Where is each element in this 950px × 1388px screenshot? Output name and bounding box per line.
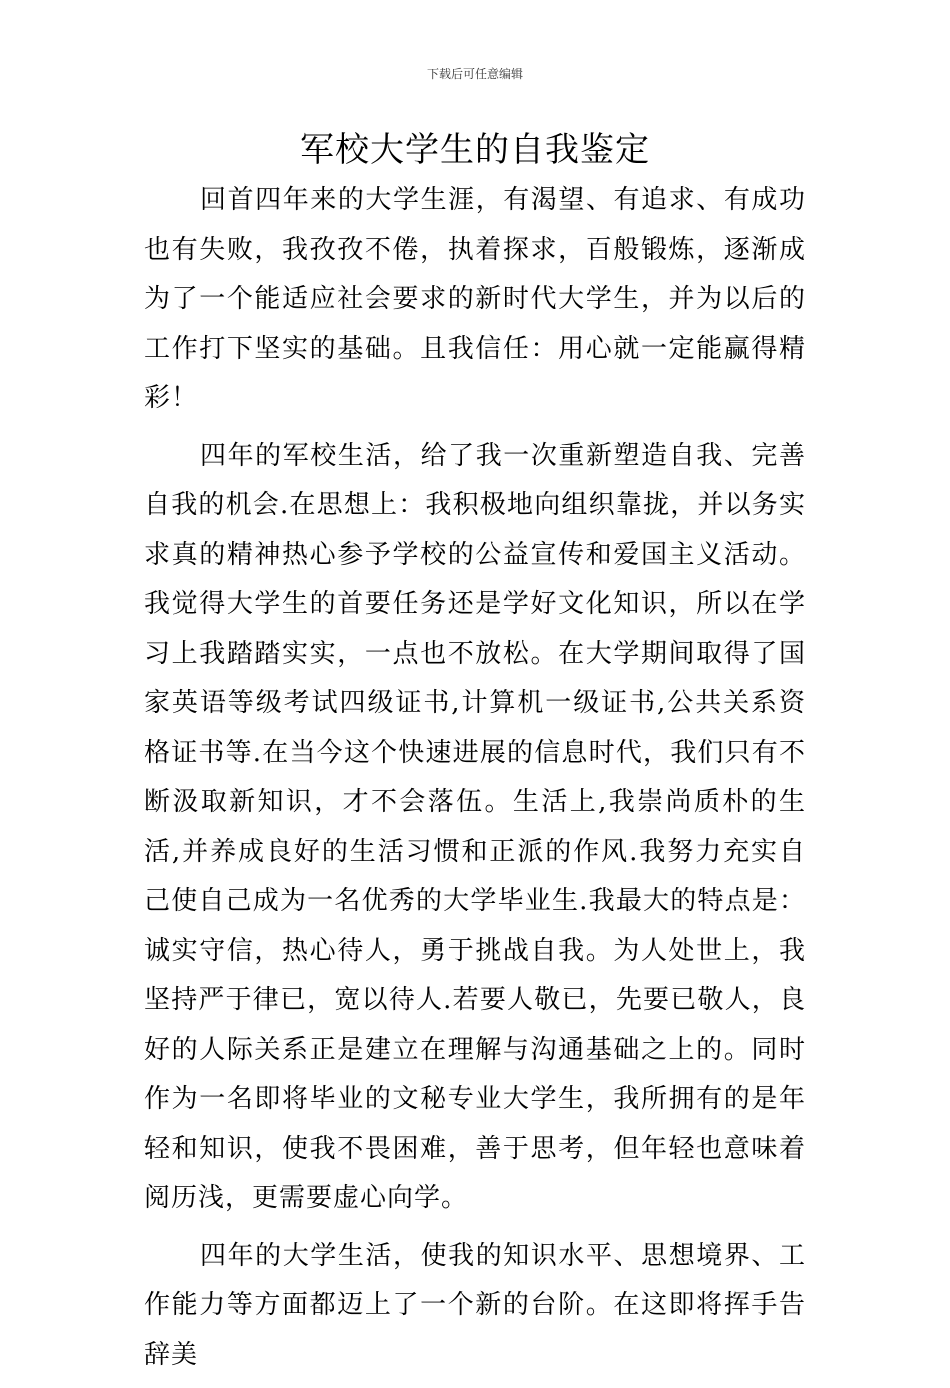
document-body [144, 176, 806, 1388]
paragraph-3: 四年的大学生活，使我的知识水平、思想境界、工作能力等方面都迈上了一个新的台阶。在这即将挥手告辞美 [144, 1240, 806, 1370]
paragraph-1: 回首四年来的大学生涯，有渴望、有追求、有成功也有失败，我孜孜不倦，执着探求，百般锻炼，逐渐成为了一个能适应社会要求的新时代大学生，并为以后的工作打下坚实的基础。且我信任：用心就一定能赢得精彩！ [144, 185, 806, 413]
paragraph-2: 四年的军校生活，给了我一次重新塑造自我、完善自我的机会.在思想上：我积极地向组织靠拢，并以务实求真的精神热心参予学校的公益宣传和爱国主义活动。我觉得大学生的首要任务还是学好文化知识，所以在学习上我踏踏实实，一点也不放松。在大学期间取得了国家英语等级考试四级证书,计算机一级证书,公共关系资格证书等.在当今这个快速进展的信息时代，我们只有不断汲取新知识，才不会落伍。生活上,我崇尚质朴的生活,并养成良好的生活习惯和正派的作风.我努力充实自己使自己成为一名优秀的大学毕业生.我最大的特点是：诚实守信，热心待人，勇于挑战自我。为人处世上，我坚持严于律已，宽以待人.若要人敬已，先要已敬人，良好的人际关系正是建立在理解与沟通基础之上的。同时作为一名即将毕业的文秘专业大学生，我所拥有的是年轻和知识，使我不畏困难，善于思考，但年轻也意味着阅历浅，更需要虚心向学。 [144, 440, 806, 1213]
document-title: 军校大学生的自我鉴定 [300, 130, 650, 170]
header-note: 下载后可任意编辑 [426, 67, 523, 81]
